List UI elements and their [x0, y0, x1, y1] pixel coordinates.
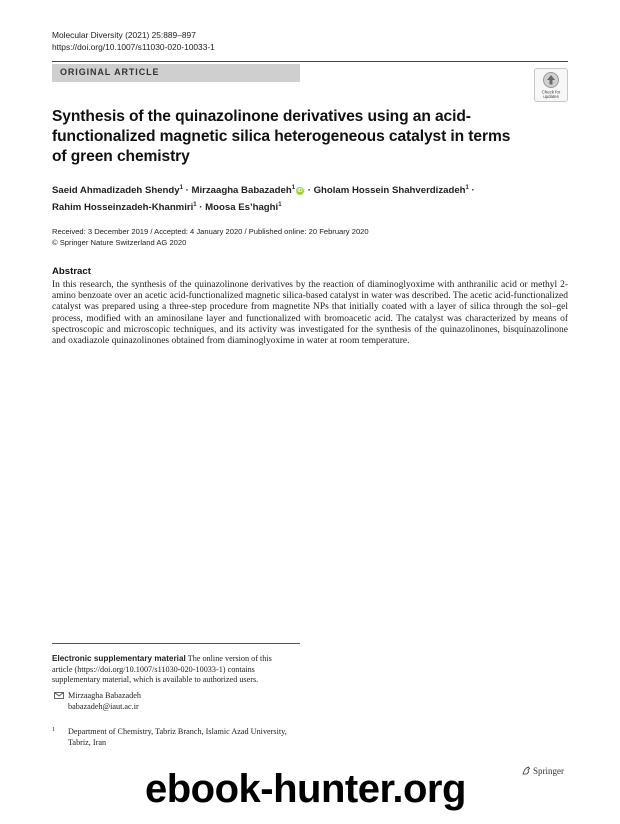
author-affiliation-sup: 1 [179, 185, 183, 191]
watermark-text: ebook-hunter.org [145, 767, 466, 811]
author-affiliation-sup: 1 [193, 202, 197, 209]
copyright-line: © Springer Nature Switzerland AG 2020 [52, 238, 187, 247]
affiliation-text: Department of Chemistry, Tabriz Branch, Islamic Azad University, Tabriz, Iran [68, 727, 287, 747]
author-list: Saeid Ahmadizadeh Shendy$^1$ · Mirzaagha Babazadeh$^1$iD · Gholam Hossein Shahverdizadeh$^1$ · Rahim Hosseinzadeh-Khanmiri$^1$ · Moosa Es’haghi$^1$ [52, 185, 475, 214]
author-name[interactable]: Gholam Hossein Shahverdizadeh [313, 185, 466, 197]
abstract-heading: Abstract [52, 266, 91, 277]
springer-logo [522, 766, 564, 776]
author-name[interactable]: Mirzaagha Babazadeh [191, 185, 292, 197]
corresponding-name: Mirzaagha Babazadeh [68, 691, 141, 700]
esm-footnote [52, 654, 292, 686]
author-affiliation-sup: 1 [278, 202, 282, 209]
esm-link[interactable]: https://doi.org/10.1007/s11030-020-10033-1 [77, 664, 223, 674]
envelope-icon [54, 692, 64, 699]
author-name[interactable]: Moosa Es’haghi [205, 202, 279, 214]
check-for-updates-button[interactable] [534, 68, 568, 102]
esm-text-start: The online version of this article ( [52, 654, 272, 674]
article-title: Synthesis of the quinazolinone derivatives using an acid-functionalized magnetic silica heterogeneous catalyst in terms of green chemistry [52, 108, 511, 165]
publication-history [52, 226, 522, 248]
journal-citation: Molecular Diversity (2021) 25:889–897 [52, 30, 196, 40]
header-rule [52, 61, 568, 62]
esm-label: Electronic supplementary material [52, 654, 186, 663]
article-type-label: ORIGINAL ARTICLE [60, 67, 160, 77]
journal-header [52, 30, 215, 53]
abstract-text: In this research, the synthesis of the quinazolinone derivatives by the reaction of diaminoglyoxime with anthranilic acid or methyl 2-amino benzoate over an acetic acid-functionalized magnetic silica-based catalyst in water was described. The acetic acid-functionalized catalyst was prepared using a three-step procedure from magnetite NPs that initially coated with a layer of silica through the sol–gel process, modified with an aminosilane layer and functionalized with bromoacetic acid. The catalyst was characterized by means of spectroscopic and microscopic techniques, and its activity was investigated for the synthesis of the quinazolinones, bisquinazolinone and oxadiazole quinazolinones obtained from diaminoglyoxime in water at room temperature. [52, 280, 568, 347]
orcid-icon[interactable]: iD [297, 188, 303, 195]
corresponding-email[interactable]: babazadeh@iaut.ac.ir [68, 701, 139, 711]
doi-link[interactable]: https://doi.org/10.1007/s11030-020-10033-1 [52, 41, 215, 52]
author-name[interactable]: Rahim Hosseinzadeh-Khanmiri [52, 202, 194, 214]
crossmark-line2: updates [543, 94, 559, 99]
crossmark-line1: Check for [541, 89, 561, 95]
article-type-badge [52, 64, 300, 82]
author-name[interactable]: Saeid Ahmadizadeh Shendy [52, 185, 180, 197]
publisher-name: Springer [533, 766, 564, 776]
affiliation-number: 1 [52, 727, 55, 733]
springer-horse-icon [522, 766, 531, 775]
dates-line: Received: 3 December 2019 / Accepted: 4 January 2020 / Published online: 20 February 2020 [52, 227, 369, 236]
footnote-rule [52, 643, 300, 644]
author-affiliation-sup: 1 [465, 185, 469, 191]
author-affiliation-sup: 1 [291, 185, 296, 191]
esm-text-end: ) contains supplementary material, which is available to authorized users. [52, 664, 259, 685]
check-for-updates-icon [535, 69, 567, 101]
